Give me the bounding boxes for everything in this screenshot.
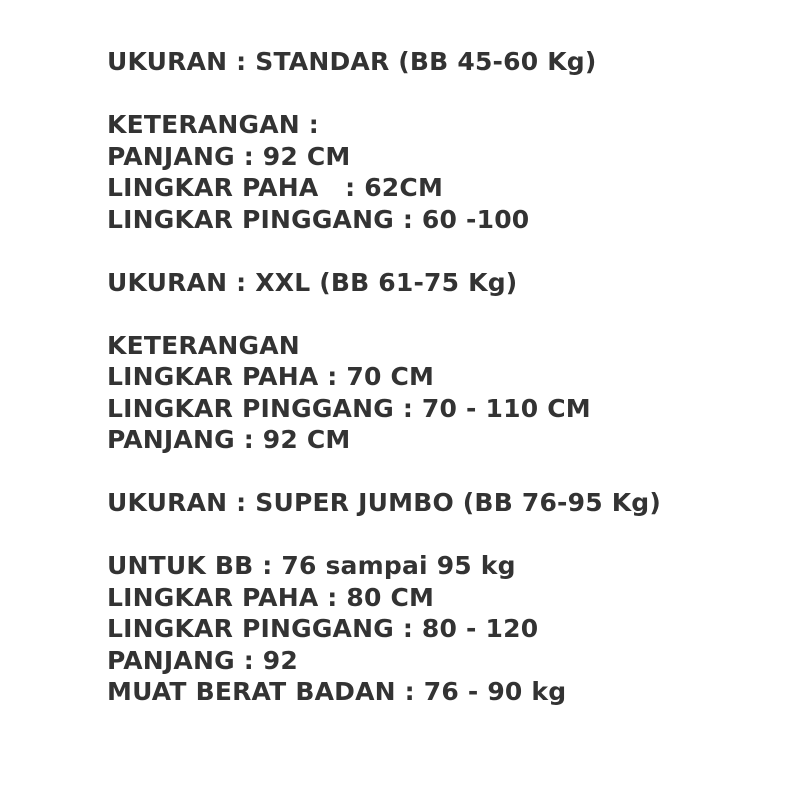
section-heading-super-jumbo: UKURAN : SUPER JUMBO (BB 76-95 Kg) — [107, 488, 662, 517]
spacer — [107, 78, 787, 110]
lingkar-paha-line: LINGKAR PAHA : 62CM — [107, 173, 444, 202]
lingkar-paha-line: LINGKAR PAHA : 80 CM — [107, 582, 435, 612]
keterangan-label: KETERANGAN — [107, 330, 300, 360]
panjang-line: PANJANG : 92 CM — [107, 425, 351, 454]
keterangan-label: KETERANGAN : — [107, 110, 319, 139]
panjang-line: PANJANG : 92 — [107, 645, 298, 675]
spacer — [107, 298, 787, 330]
section-heading-standar: UKURAN : STANDAR (BB 45-60 Kg) — [107, 47, 597, 76]
muat-berat-badan-line: MUAT BERAT BADAN : 76 - 90 kg — [107, 677, 567, 706]
lingkar-pinggang-line: LINGKAR PINGGANG : 60 -100 — [107, 204, 530, 234]
lingkar-pinggang-line: LINGKAR PINGGANG : 70 - 110 CM — [107, 393, 591, 423]
spacer — [107, 519, 787, 551]
untuk-bb-line: UNTUK BB : 76 sampai 95 kg — [107, 551, 516, 580]
lingkar-paha-line: LINGKAR PAHA : 70 CM — [107, 362, 435, 391]
spacer — [107, 235, 787, 267]
size-chart-document — [107, 46, 787, 708]
panjang-line: PANJANG : 92 CM — [107, 141, 351, 171]
section-heading-xxl: UKURAN : XXL (BB 61-75 Kg) — [107, 267, 518, 297]
spacer — [107, 456, 787, 488]
lingkar-pinggang-line: LINGKAR PINGGANG : 80 - 120 — [107, 614, 539, 643]
